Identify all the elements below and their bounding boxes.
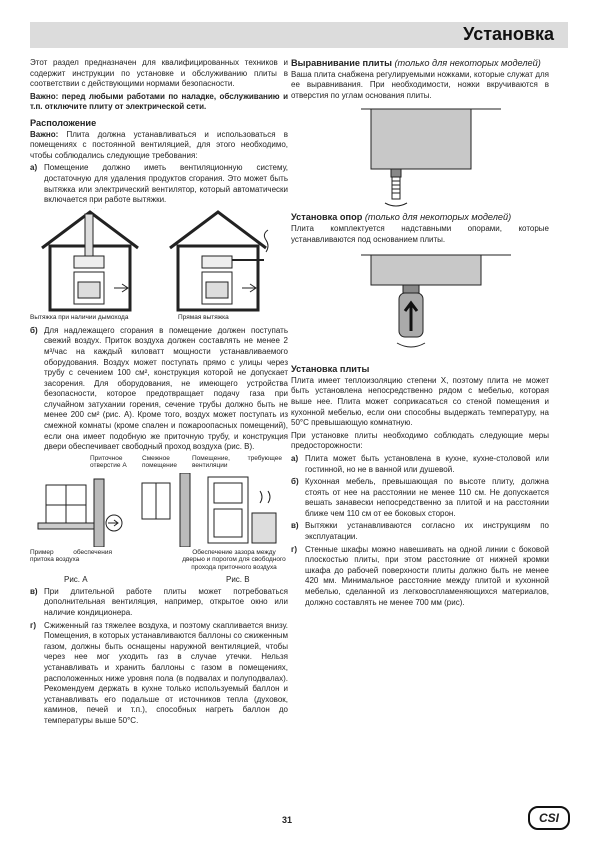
page-number: 31: [282, 815, 293, 825]
item-a: а) Помещение должно иметь вентиляционную систему, достаточную для удаления продуктов сгорания. Это может быть вытяжка или электрический вентилятор, который автоматически включается при работе вытяжки.: [30, 163, 288, 205]
support-foot-illustration: [291, 247, 549, 359]
intro-warning: Важно: перед любыми работами по наладке, обслуживанию и т.п. отключите плиту от электрической сети.: [30, 91, 288, 112]
houses-illustration: [30, 208, 288, 312]
label-adjacent: Смежное помещение: [142, 454, 177, 470]
right-column: [291, 58, 549, 610]
caption-direct: Прямая вытяжка: [178, 313, 229, 321]
label-inlet: Приточное отверстие А: [90, 454, 127, 470]
ventilation-houses-figure: [30, 208, 288, 326]
leveling-foot-illustration: [291, 103, 549, 207]
caption-inlet-example: Пример обеспечения притока воздуха: [30, 548, 112, 564]
rooms-illustration: [30, 473, 288, 547]
air-inlet-figure: [30, 455, 288, 587]
install-item: а) Плита может быть установлена в кухне, кухне-столовой или гостинной, но не в ванной или душевой.: [291, 453, 549, 474]
label-room: Помещение, требующее вентиляции: [192, 454, 282, 470]
csi-logo: CSI: [528, 806, 570, 830]
page-title: Установка: [463, 24, 554, 44]
fig-a-label: Рис. А: [64, 574, 88, 584]
install-text: Плита имеет теплоизоляцию степени X, поэтому плита не может быть установлена непосредственно рядом с мебелью, которая выше нее. Плита может соприкасаться со стеной помещения и кухонной мебелью, если они способны выдержать температуру, на 50°С превышающую комнатную.: [291, 375, 549, 428]
item-v: в) При длительной работе плиты может потребоваться дополнительная вентиляция, например, открытое окно или наличие кондиционера.: [30, 586, 288, 618]
caption-door-gap: Обеспечение зазора между дверью и порогом для свободного прохода приточного воздуха: [182, 548, 286, 571]
page-header: [30, 22, 568, 48]
install-item: г) Стенные шкафы можно навешивать на одной линии с боковой плоскостью плиты, при этом расстояние от нижней кромки шкафа до рабочей поверхности плиты должно быть не менее 420 мм. Минимальное расстояние между плитой и кухонной мебелью, сделанной из легковоспламеняющихся материалов, должно составлять не менее 700 мм (рис).: [291, 544, 549, 607]
fig-b-label: Рис. В: [226, 574, 250, 584]
feet-text: Плита комплектуется надставными опорами, которые устанавливаются под основанием плиты.: [291, 223, 549, 244]
install-heading: Установка плиты: [291, 364, 370, 375]
location-important: Важно: Плита должна устанавливаться и использоваться в помещениях с постоянной вентиляцией, для этого необходимо, чтобы соблюдались следующие требования:: [30, 129, 288, 160]
feet-heading: Установка опор (только для некоторых моделей): [291, 212, 512, 223]
item-b: б) Для надлежащего сгорания в помещение должен поступать свежий воздух. Приток воздуха должен составлять не менее 2 м³/час на каждый киловатт мощности устанавливаемого оборудования. Воздух может поступать прямо с улицы через трубу с сечением 100 см², конструкция которой не допускает засорения. Для оборудования, не имеющего устройства безопасности, которое предотвращает подачу газа при случайном затухании горения, сечение трубы должно быть не менее 200 см² (рис. А). Кроме того, воздух может поступать из смежной комнаты (кроме спален и пожароопасных помещений), если она имеет подобную же приточную трубу, и конструкция двери обеспечивает свободный проход воздуха (рис. В).: [30, 325, 288, 452]
install-item: б) Кухонная мебель, превышающая по высоте плиту, должна стоять от нее на расстоянии не менее 110 см. Не допускается вешать занавески непосредственно за плитой и на расстоянии ближе чем 110 см от ее боковых сторон.: [291, 477, 549, 518]
install-text-2: При установке плиты необходимо соблюдать следующие меры предосторожности:: [291, 430, 549, 451]
intro-text: Этот раздел предназначен для квалифицированных техников и содержит инструкции по установке и обслуживанию плиты в соответствии с действующими нормами безопасности.: [30, 58, 288, 89]
leveling-heading: Выравнивание плиты (только для некоторых моделей): [291, 58, 541, 68]
install-item: в) Вытяжки устанавливаются согласно их инструкциям по эксплуатации.: [291, 521, 549, 542]
location-heading: Расположение: [30, 117, 97, 128]
leveling-text: Ваша плита снабжена регулируемыми ножками, которые служат для ее выравнивания. При необходимости, ножки вкручиваются в отверстия по углам основания плиты.: [291, 69, 549, 100]
left-column: [30, 58, 288, 729]
caption-hood: Вытяжка при наличии дымохода: [30, 313, 129, 321]
item-g: г) Сжиженный газ тяжелее воздуха, и поэтому скапливается внизу. Помещения, в которых устанавливаются баллоны со сжиженным газом, должны быть оснащены наружной вентиляцией, чтобы через нее мог уходить газ в случае утечки. Нельзя устанавливать и хранить баллоны с газом в помещениях, расположенных ниже уровня пола (в подвалах и полуподвалах). Рекомендуем держать в кухне только используемый баллон и устанавливать его подальше от источников тепла (духовок, каминов, печей и т.п.), способных нагреть баллон до температуры выше 50°С.: [30, 620, 288, 725]
